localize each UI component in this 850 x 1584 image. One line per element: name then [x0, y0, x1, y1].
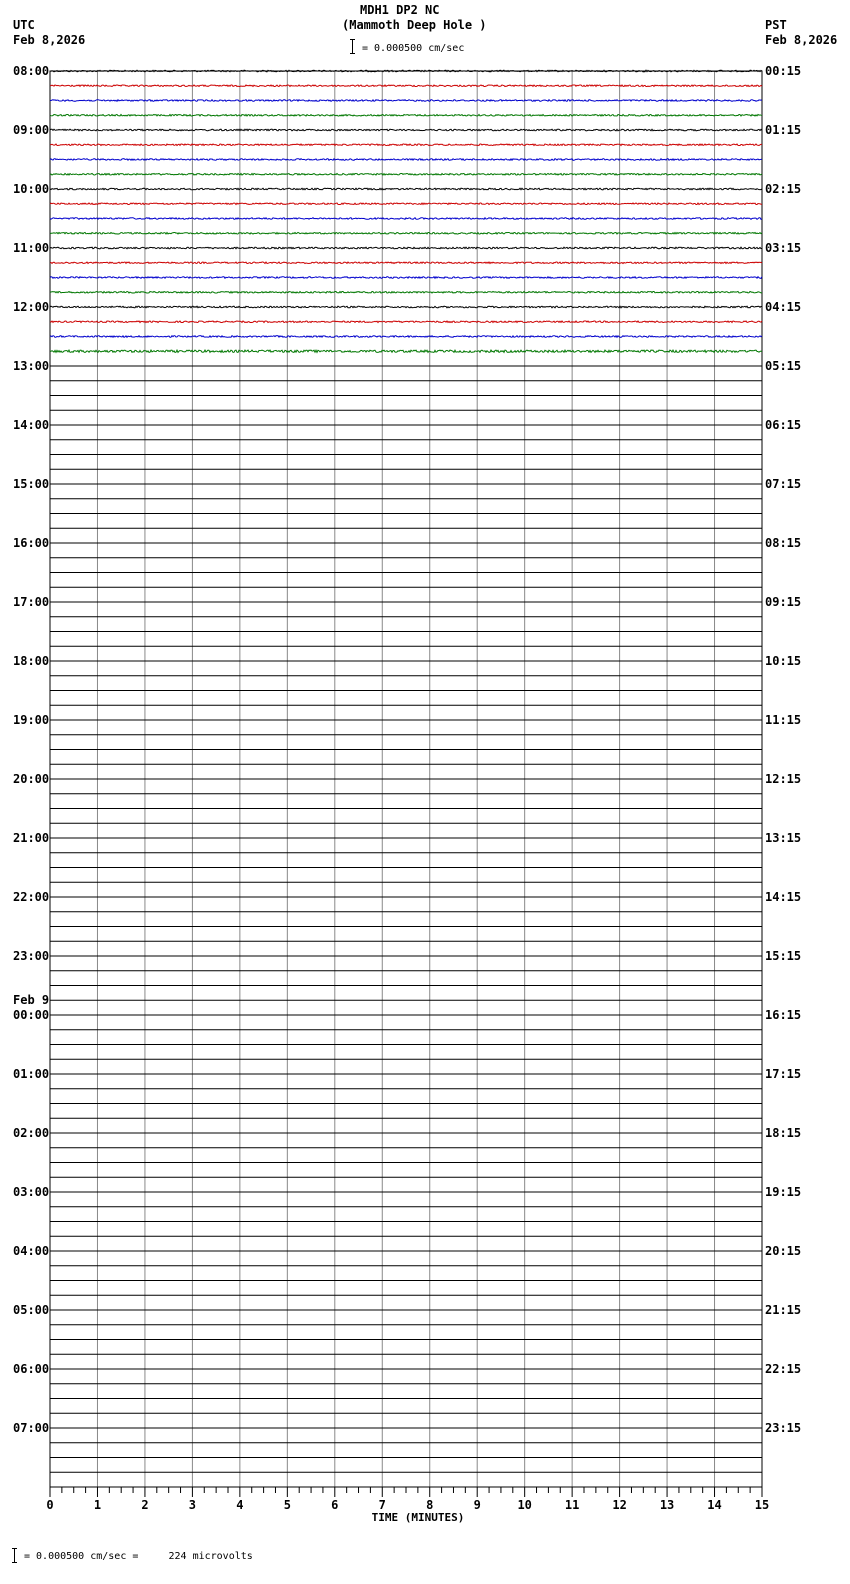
seismic-trace [50, 350, 762, 352]
pst-hour-label: 06:15 [765, 418, 802, 432]
utc-hour-label: 11:00 [13, 241, 50, 255]
x-tick-label: 0 [46, 1498, 54, 1512]
utc-hour-label: 18:00 [13, 654, 50, 668]
trace-layer [50, 70, 762, 1472]
pst-hour-label: 05:15 [765, 359, 802, 373]
pst-hour-label: 19:15 [765, 1185, 802, 1199]
utc-hour-label: 16:00 [13, 536, 50, 550]
pst-hour-label: 22:15 [765, 1362, 802, 1376]
pst-hour-label: 13:15 [765, 831, 802, 845]
utc-hour-label: 05:00 [13, 1303, 50, 1317]
utc-hour-label: 13:00 [13, 359, 50, 373]
pst-hour-label: 16:15 [765, 1008, 802, 1022]
pst-hour-label: 14:15 [765, 890, 802, 904]
pst-hour-label: 12:15 [765, 772, 802, 786]
seismic-trace [50, 85, 762, 87]
seismic-trace [50, 115, 762, 117]
x-tick-label: 8 [426, 1498, 434, 1512]
seismic-trace [50, 144, 762, 146]
utc-zone-label: UTC [13, 18, 35, 32]
utc-hour-label: 03:00 [13, 1185, 50, 1199]
seismic-trace [50, 292, 762, 294]
x-tick-label: 10 [517, 1498, 532, 1512]
seismic-trace [50, 188, 762, 190]
utc-hour-label: 10:00 [13, 182, 50, 196]
utc-hour-label: 22:00 [13, 890, 50, 904]
pst-hour-label: 08:15 [765, 536, 802, 550]
seismic-trace [50, 129, 762, 131]
utc-hour-label: 07:00 [13, 1421, 50, 1435]
seismic-trace [50, 100, 762, 102]
footer-scale-text: = 0.000500 cm/sec = 224 microvolts [24, 1551, 253, 1562]
seismic-trace [50, 203, 762, 205]
utc-hour-label: 15:00 [13, 477, 50, 491]
pst-date-label: Feb 8,2026 [765, 33, 838, 47]
pst-hour-label: 02:15 [765, 182, 802, 196]
utc-date-label: Feb 8,2026 [13, 33, 86, 47]
seismic-trace [50, 262, 762, 264]
seismic-trace [50, 336, 762, 338]
pst-hour-label: 11:15 [765, 713, 802, 727]
utc-hour-label: 08:00 [13, 64, 50, 78]
x-tick-label: 7 [378, 1498, 386, 1512]
pst-hour-label: 18:15 [765, 1126, 802, 1140]
pst-hour-label: 10:15 [765, 654, 802, 668]
pst-hour-label: 01:15 [765, 123, 802, 137]
pst-hour-label: 00:15 [765, 64, 802, 78]
pst-hour-label: 07:15 [765, 477, 802, 491]
seismic-trace [50, 247, 762, 249]
utc-hour-label: 04:00 [13, 1244, 50, 1258]
pst-zone-label: PST [765, 18, 787, 32]
seismic-trace [50, 174, 762, 176]
scale-text: = 0.000500 cm/sec [362, 43, 465, 54]
pst-hour-label: 21:15 [765, 1303, 802, 1317]
x-tick-label: 1 [93, 1498, 102, 1512]
x-tick-label: 4 [236, 1498, 244, 1512]
seismic-trace [50, 218, 762, 220]
pst-hour-label: 17:15 [765, 1067, 802, 1081]
pst-hour-label: 20:15 [765, 1244, 802, 1258]
seismic-trace [50, 277, 762, 279]
seismic-trace [50, 233, 762, 235]
station-title: MDH1 DP2 NC [360, 3, 440, 17]
seismic-trace [50, 306, 762, 308]
utc-hour-label: 00:00 [13, 1008, 50, 1022]
pst-hour-label: 03:15 [765, 241, 802, 255]
x-tick-label: 14 [707, 1498, 722, 1512]
pst-hour-label: 15:15 [765, 949, 802, 963]
seismic-trace [50, 159, 762, 161]
station-location: (Mammoth Deep Hole ) [342, 18, 487, 32]
utc-hour-label: 01:00 [13, 1067, 50, 1081]
x-tick-label: 9 [473, 1498, 481, 1512]
utc-hour-label: 14:00 [13, 418, 50, 432]
x-axis-label: TIME (MINUTES) [371, 1511, 465, 1524]
x-tick-label: 5 [283, 1498, 291, 1512]
utc-hour-label: 06:00 [13, 1362, 50, 1376]
utc-hour-label: 20:00 [13, 772, 50, 786]
utc-hour-label: 19:00 [13, 713, 50, 727]
x-tick-label: 13 [659, 1498, 675, 1512]
utc-hour-label: 17:00 [13, 595, 50, 609]
utc-hour-label: 02:00 [13, 1126, 50, 1140]
utc-hour-label: 23:00 [13, 949, 50, 963]
x-tick-label: 15 [754, 1498, 770, 1512]
x-axis [46, 1487, 769, 1524]
x-tick-label: 6 [331, 1498, 339, 1512]
x-tick-label: 3 [188, 1498, 197, 1512]
pst-hour-label: 04:15 [765, 300, 802, 314]
x-tick-label: 12 [612, 1498, 627, 1512]
utc-hour-label: 12:00 [13, 300, 50, 314]
utc-hour-label: 09:00 [13, 123, 50, 137]
pst-hour-label: 23:15 [765, 1421, 802, 1435]
date-change-label: Feb 9 [13, 993, 50, 1007]
footer-scale-bar-icon [12, 1548, 17, 1563]
utc-hour-label: 21:00 [13, 831, 50, 845]
pst-hour-label: 09:15 [765, 595, 802, 609]
x-tick-label: 11 [564, 1498, 580, 1512]
seismic-trace [50, 321, 762, 323]
x-tick-label: 2 [141, 1498, 149, 1512]
